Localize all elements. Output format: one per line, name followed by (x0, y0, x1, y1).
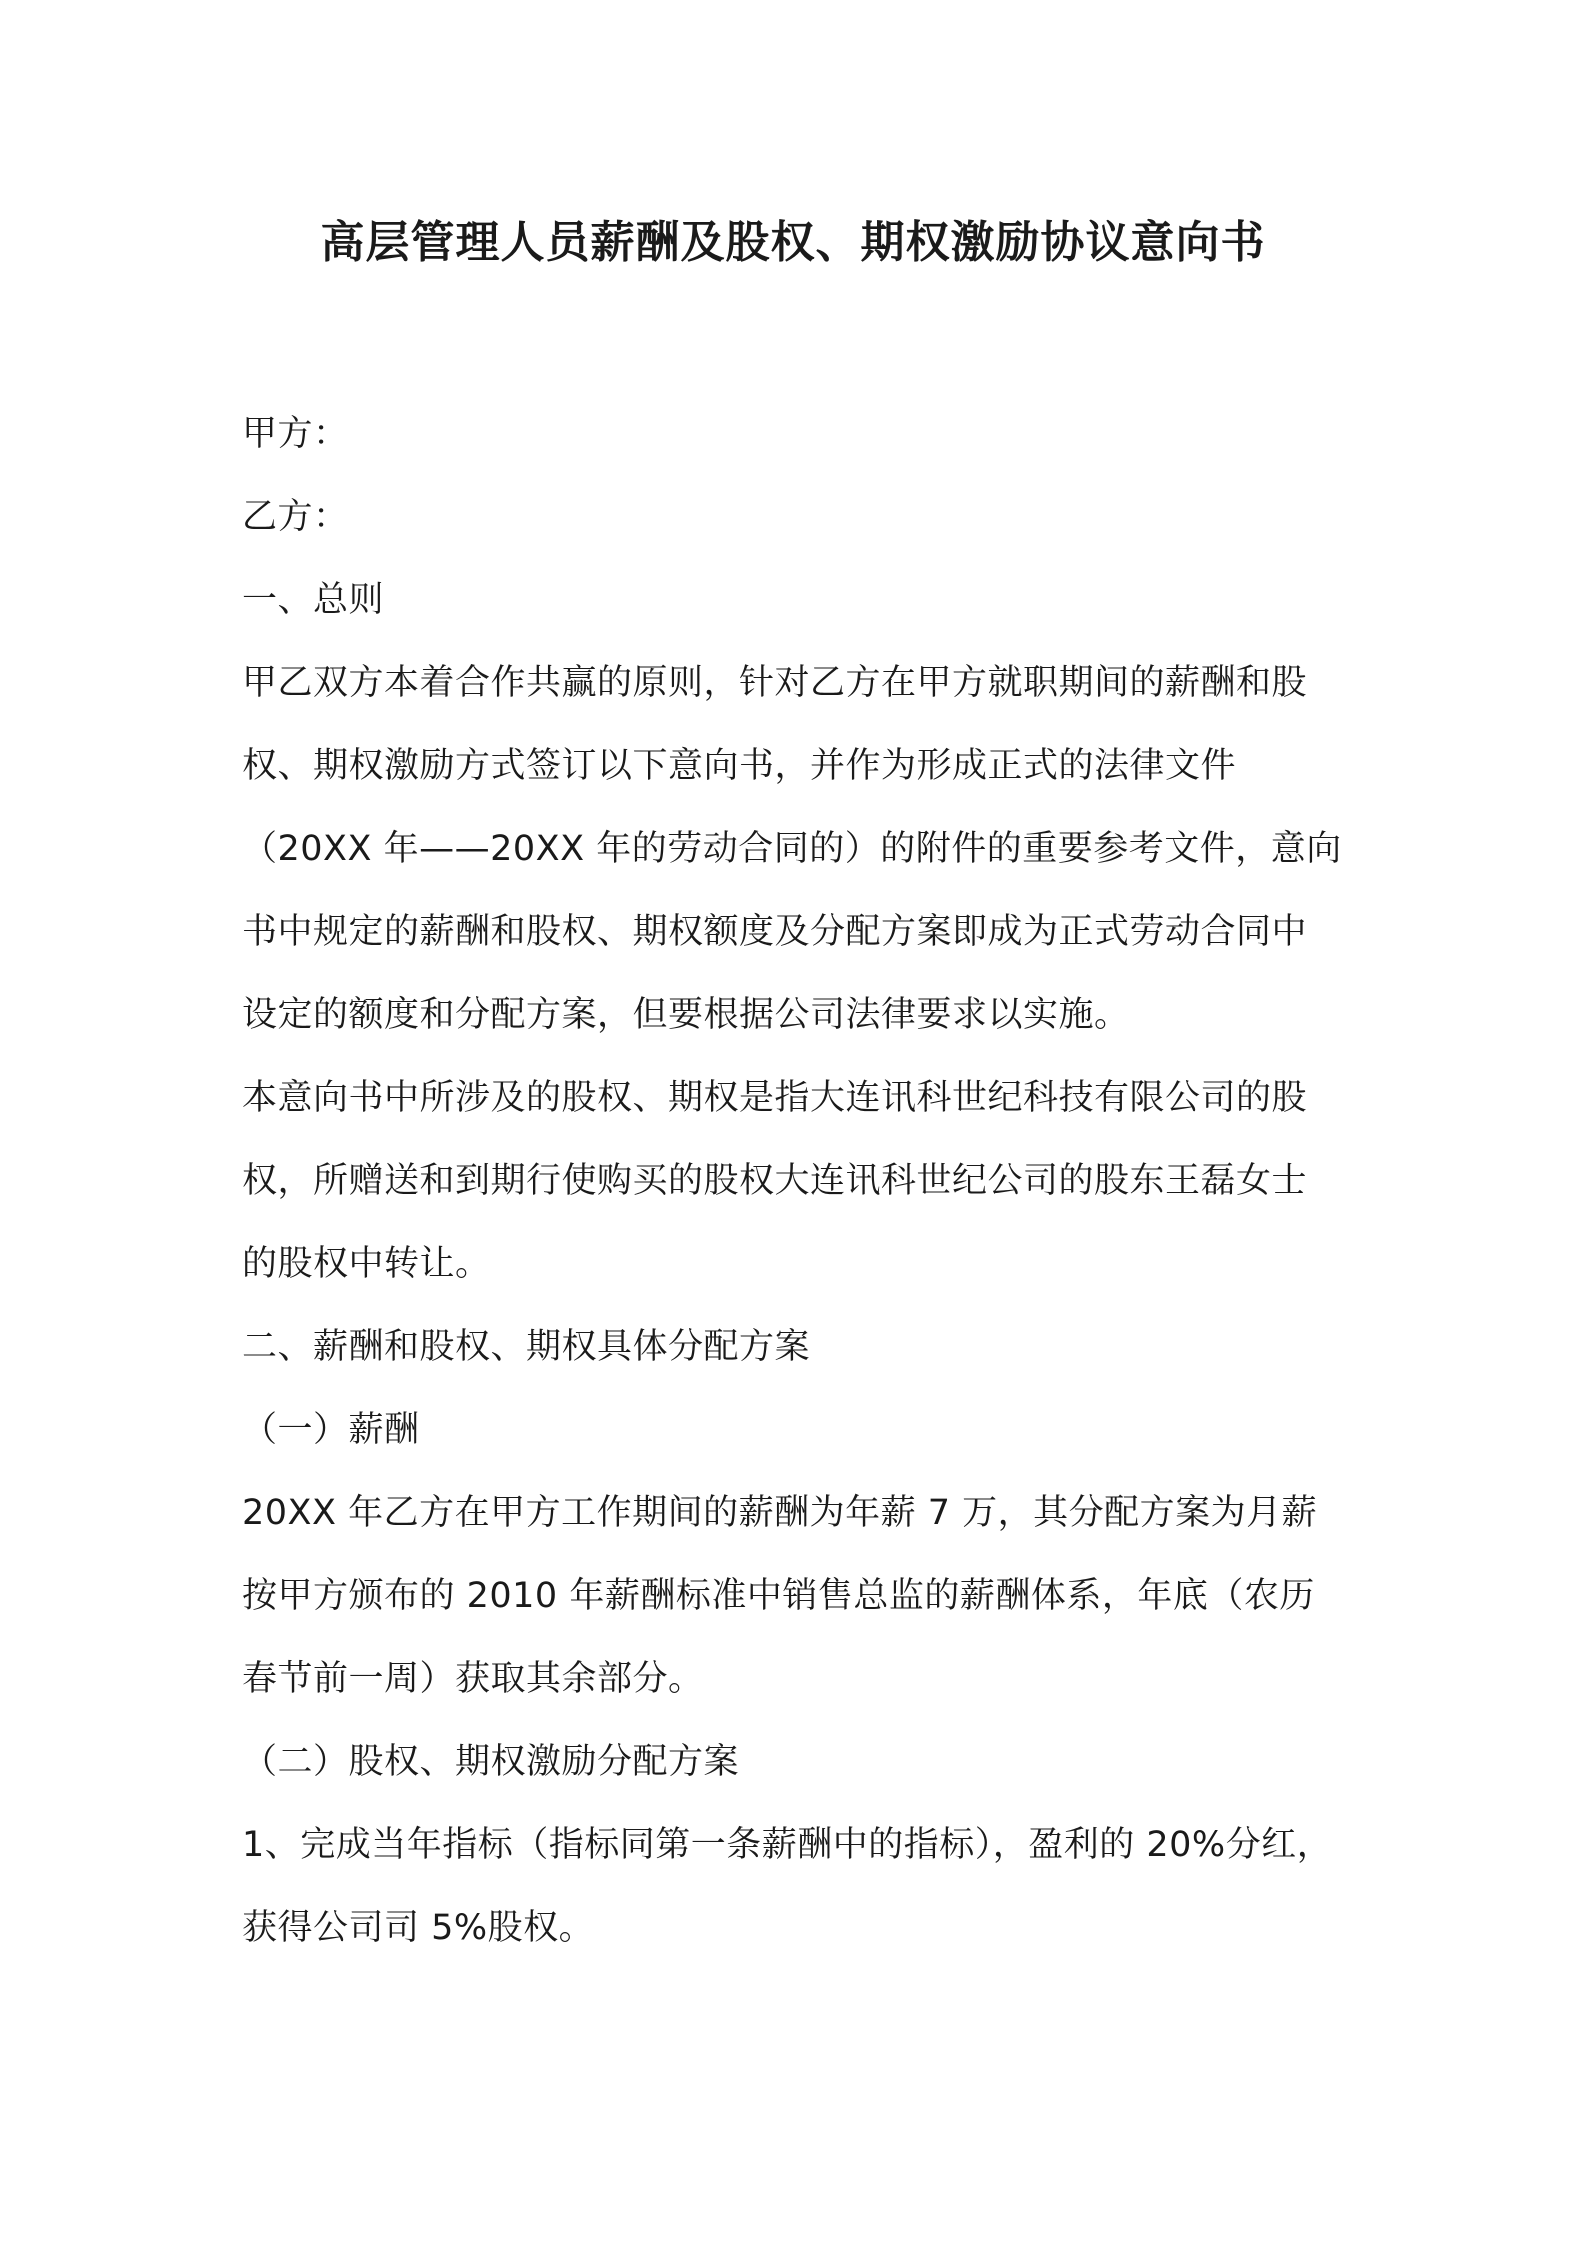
paragraph-line: 权，所赠送和到期行使购买的股权大连讯科世纪公司的股东王磊女士 (242, 1161, 1308, 1201)
paragraph-line: 按甲方颁布的 2010 年薪酬标准中销售总监的薪酬体系，年底（农历 (242, 1576, 1315, 1616)
paragraph-line: 权、期权激励方式签订以下意向书，并作为形成正式的法律文件 (242, 746, 1237, 786)
paragraph-line: 1、完成当年指标（指标同第一条薪酬中的指标），盈利的 20%分红， (242, 1825, 1333, 1865)
paragraph-line: 获得公司司 5%股权。 (242, 1908, 595, 1948)
paragraph-line: 春节前一周）获取其余部分。 (242, 1659, 704, 1699)
subsection-heading-salary: （一）薪酬 (242, 1410, 420, 1450)
paragraph-line: 书中规定的薪酬和股权、期权额度及分配方案即成为正式劳动合同中 (242, 912, 1308, 952)
party-b-label: 乙方： (242, 497, 349, 537)
paragraph-line: （20XX 年——20XX 年的劳动合同的）的附件的重要参考文件，意向 (242, 829, 1342, 869)
paragraph-line: 20XX 年乙方在甲方工作期间的薪酬为年薪 7 万，其分配方案为月薪 (242, 1493, 1318, 1533)
paragraph-line: 甲乙双方本着合作共赢的原则，针对乙方在甲方就职期间的薪酬和股 (242, 663, 1308, 703)
section-heading-plan: 二、薪酬和股权、期权具体分配方案 (242, 1327, 811, 1367)
section-heading-general: 一、总则 (242, 580, 385, 620)
subsection-heading-equity: （二）股权、期权激励分配方案 (242, 1742, 740, 1782)
document-title: 高层管理人员薪酬及股权、期权激励协议意向书 (320, 217, 1266, 268)
party-a-label: 甲方： (242, 414, 349, 454)
paragraph-line: 的股权中转让。 (242, 1244, 491, 1284)
paragraph-line: 设定的额度和分配方案，但要根据公司法律要求以实施。 (242, 995, 1130, 1035)
paragraph-line: 本意向书中所涉及的股权、期权是指大连讯科世纪科技有限公司的股 (242, 1078, 1308, 1118)
